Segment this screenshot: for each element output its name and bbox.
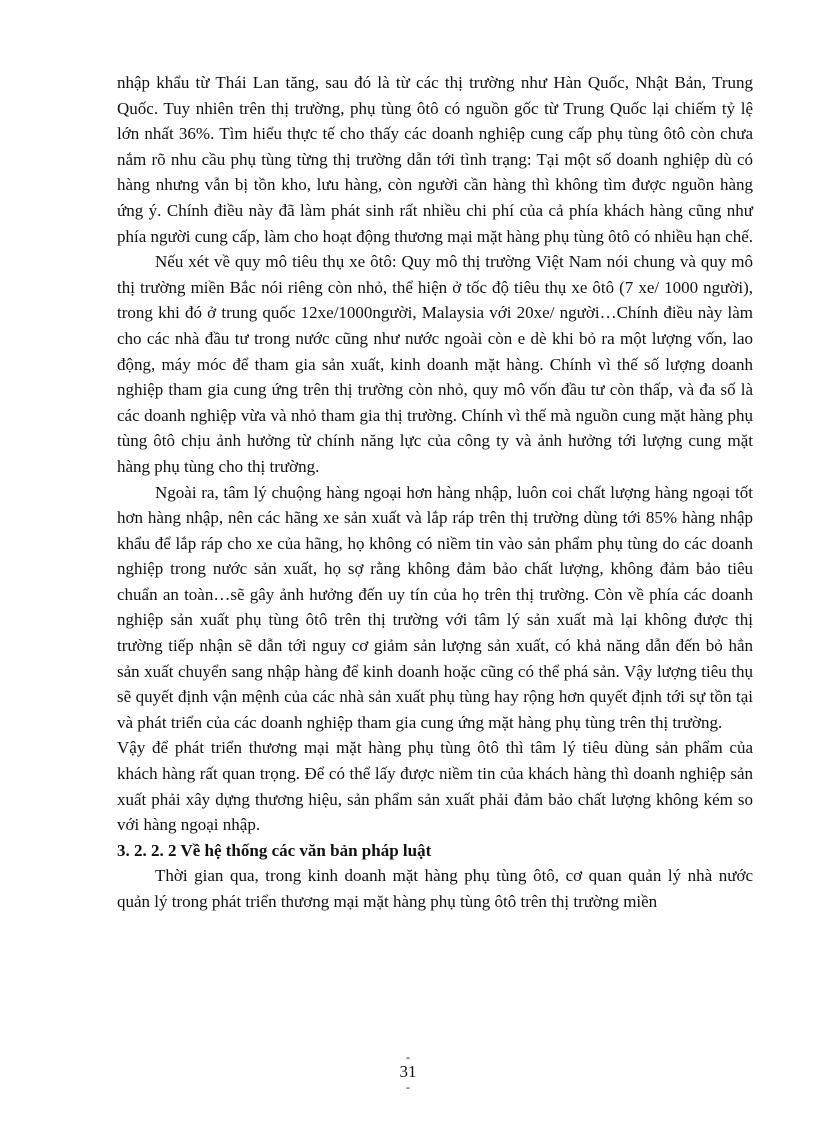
paragraph-5: Thời gian qua, trong kinh doanh mặt hàng phụ tùng ôtô, cơ quan quản lý nhà nước quản lý trong phát triển thương mại mặt hàng phụ tùng ôtô trên thị trường miền bbox=[117, 866, 753, 911]
section-heading: 3. 2. 2. 2 Về hệ thống các văn bản pháp luật bbox=[117, 840, 432, 860]
paragraph-1: nhập khẩu từ Thái Lan tăng, sau đó là từ các thị trường như Hàn Quốc, Nhật Bản, Trung Quốc. Tuy nhiên trên thị trường, phụ tùng ôtô có nguồn gốc từ Trung Quốc lại chiếm tỷ lệ lớn nhất 36%. Tìm hiểu thực tế cho thấy các doanh nghiệp cung cấp phụ tùng ôtô còn chưa nắm rõ nhu cầu phụ tùng từng thị trường dẫn tới tình trạng: Tại một số doanh nghiệp dù có hàng nhưng vẫn bị tồn kho, lưu hàng, còn người cần hàng thì không tìm được nguồn hàng ứng ý. Chính điều này đã làm phát sinh rất nhiều chi phí của cả phía khách hàng cũng như phía người cung cấp, làm cho hoạt động thương mại mặt hàng phụ tùng ôtô có nhiều hạn chế. bbox=[117, 73, 753, 246]
footer-dash-bottom: - bbox=[406, 1080, 410, 1094]
page-footer bbox=[0, 1052, 816, 1092]
paragraph-4: Vậy để phát triển thương mại mặt hàng phụ tùng ôtô thì tâm lý tiêu dùng sản phẩm của khách hàng rất quan trọng. Để có thể lấy được niềm tin của khách hàng thì doanh nghiệp sản xuất phải xây dựng thương hiệu, sản phẩm sản xuất phải đảm bảo chất lượng không kém so với hàng ngoại nhập. bbox=[117, 738, 753, 835]
document-page bbox=[117, 70, 753, 915]
footer-dash-top: - bbox=[406, 1050, 410, 1064]
paragraph-3: Ngoài ra, tâm lý chuộng hàng ngoại hơn hàng nhập, luôn coi chất lượng hàng ngoại tốt hơn hàng nhập, nên các hãng xe sản xuất và lắp ráp trên thị trường dùng tới 85% hàng nhập khẩu để lắp ráp cho xe của hãng, họ không có niềm tin vào sản phẩm phụ tùng do các doanh nghiệp trong nước sản xuất, họ sợ rằng không đảm bảo chất lượng, không đảm bảo tiêu chuẩn an toàn…sẽ gây ảnh hưởng đến uy tín của họ trên thị trường. Còn về phía các doanh nghiệp sản xuất phụ tùng ôtô trên thị trường với tâm lý sản xuất mà lại không được thị trường tiếp nhận sẽ dẫn tới nguy cơ giảm sản lượng sản xuất, có khả năng dẫn đến bỏ hẳn sản xuất chuyển sang nhập hàng để kinh doanh hoặc cũng có thể phá sản. Vậy lượng tiêu thụ sẽ quyết định vận mệnh của các nhà sản xuất phụ tùng hay rộng hơn quyết định tới sự tồn tại và phát triển của các doanh nghiệp tham gia cung ứng mặt hàng phụ tùng trên thị trường. bbox=[117, 482, 753, 732]
paragraph-2: Nếu xét về quy mô tiêu thụ xe ôtô: Quy mô thị trường Việt Nam nói chung và quy mô thị trường miền Bắc nói riêng còn nhỏ, thể hiện ở tốc độ tiêu thụ xe ôtô (7 xe/ 1000 người), trong khi đó ở trung quốc 12xe/1000người, Malaysia với 20xe/ người…Chính điều này làm cho các nhà đầu tư trong nước cũng như nước ngoài còn e dè khi bỏ ra một lượng vốn, lao động, máy móc để tham gia sản xuất, kinh doanh mặt hàng. Chính vì thế số lượng doanh nghiệp tham gia cung ứng trên thị trường còn nhỏ, quy mô vốn đầu tư còn thấp, và đa số là các doanh nghiệp vừa và nhỏ tham gia thị trường. Chính vì thế mà nguồn cung mặt hàng phụ tùng ôtô chịu ảnh hưởng từ chính năng lực của công ty và ảnh hưởng tới lượng cung mặt hàng phụ tùng cho thị trường. bbox=[117, 252, 753, 476]
page-number: 31 bbox=[399, 1062, 417, 1081]
